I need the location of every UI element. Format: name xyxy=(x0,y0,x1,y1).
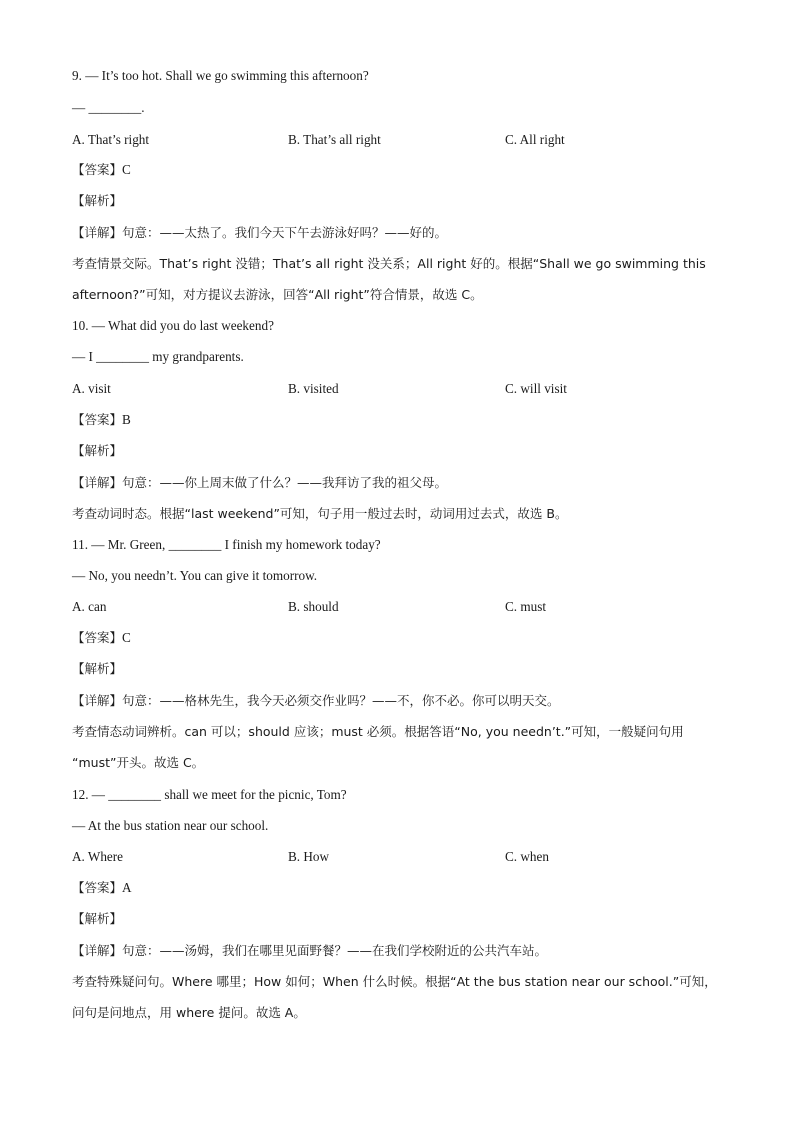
detail-tag: 【详解】 xyxy=(72,475,123,490)
detail-text: 句意：——太热了。我们今天下午去游泳好吗？——好的。 xyxy=(122,225,448,240)
question-11-option-a: A. can xyxy=(72,599,107,614)
detail-tag: 【详解】 xyxy=(72,225,123,240)
answer-value: C xyxy=(122,630,131,645)
detail-text: 句意：——汤姆，我们在哪里见面野餐？——在我们学校附近的公共汽车站。 xyxy=(122,943,548,958)
question-11-explanation-1: 考查情态动词辨析。can 可以；should 应该；must 必须。根据答语“No, you needn’t.”可知，一般疑问句用 xyxy=(72,724,684,739)
question-10-reply: — I ________ my grandparents. xyxy=(72,349,244,364)
detail-tag: 【详解】 xyxy=(72,693,123,708)
answer-tag: 【答案】 xyxy=(72,412,123,427)
question-9-reply: — ________. xyxy=(72,100,145,115)
question-12-detail xyxy=(72,942,547,960)
question-11-explanation-2: “must”开头。故选 C。 xyxy=(72,755,205,770)
question-9-option-c: C. All right xyxy=(505,132,565,147)
question-11-option-b: B. should xyxy=(288,599,339,614)
question-9-analysis-tag: 【解析】 xyxy=(72,193,123,208)
question-12-explanation-2: 问句是问地点，用 where 提问。故选 A。 xyxy=(72,1005,306,1020)
question-9-answer xyxy=(72,161,131,179)
question-11-option-c: C. must xyxy=(505,599,547,614)
question-12-explanation-1: 考查特殊疑问句。Where 哪里；How 如何；When 什么时候。根据“At the bus station near our school.”可知， xyxy=(72,974,717,989)
detail-text: 句意：——格林先生，我今天必须交作业吗？——不，你不必。你可以明天交。 xyxy=(122,693,560,708)
question-10-analysis-tag: 【解析】 xyxy=(72,443,123,458)
question-12-option-c: C. when xyxy=(505,849,549,864)
question-10-answer xyxy=(72,411,131,429)
answer-value: A xyxy=(122,880,132,895)
question-12-stem: 12. — ________ shall we meet for the picnic, Tom? xyxy=(72,787,347,802)
question-10-option-a: A. visit xyxy=(72,381,111,396)
answer-value: C xyxy=(122,162,131,177)
answer-tag: 【答案】 xyxy=(72,162,123,177)
question-12-option-b: B. How xyxy=(288,849,330,864)
question-11-stem: 11. — Mr. Green, ________ I finish my homework today? xyxy=(72,537,381,552)
detail-tag: 【详解】 xyxy=(72,943,123,958)
question-11-reply: — No, you needn’t. You can give it tomorrow. xyxy=(72,568,318,583)
question-9-stem: 9. — It’s too hot. Shall we go swimming this afternoon? xyxy=(72,68,369,83)
question-12-answer xyxy=(72,879,132,897)
question-12-reply: — At the bus station near our school. xyxy=(72,818,269,833)
question-10-option-b: B. visited xyxy=(288,381,339,396)
question-12-option-a: A. Where xyxy=(72,849,124,864)
question-11-answer xyxy=(72,629,131,647)
answer-tag: 【答案】 xyxy=(72,880,123,895)
question-9-explanation-1: 考查情景交际。That’s right 没错；That’s all right 没关系；All right 好的。根据“Shall we go swimming this xyxy=(72,256,706,271)
question-9-detail xyxy=(72,224,447,242)
question-9-option-a: A. That’s right xyxy=(72,132,150,147)
question-10-option-c: C. will visit xyxy=(505,381,567,396)
detail-text: 句意：——你上周末做了什么？——我拜访了我的祖父母。 xyxy=(122,475,448,490)
question-10-detail xyxy=(72,474,447,492)
question-12-analysis-tag: 【解析】 xyxy=(72,911,123,926)
question-9-explanation-2: afternoon?”可知，对方提议去游泳，回答“All right”符合情景，故选 C。 xyxy=(72,287,483,302)
question-9-option-b: B. That’s all right xyxy=(288,132,381,147)
answer-value: B xyxy=(122,412,131,427)
question-10-stem: 10. — What did you do last weekend? xyxy=(72,318,274,333)
question-11-analysis-tag: 【解析】 xyxy=(72,661,123,676)
question-10-explanation-1: 考查动词时态。根据“last weekend”可知，句子用一般过去时，动词用过去式，故选 B。 xyxy=(72,506,568,521)
answer-tag: 【答案】 xyxy=(72,630,123,645)
question-11-detail xyxy=(72,692,560,710)
